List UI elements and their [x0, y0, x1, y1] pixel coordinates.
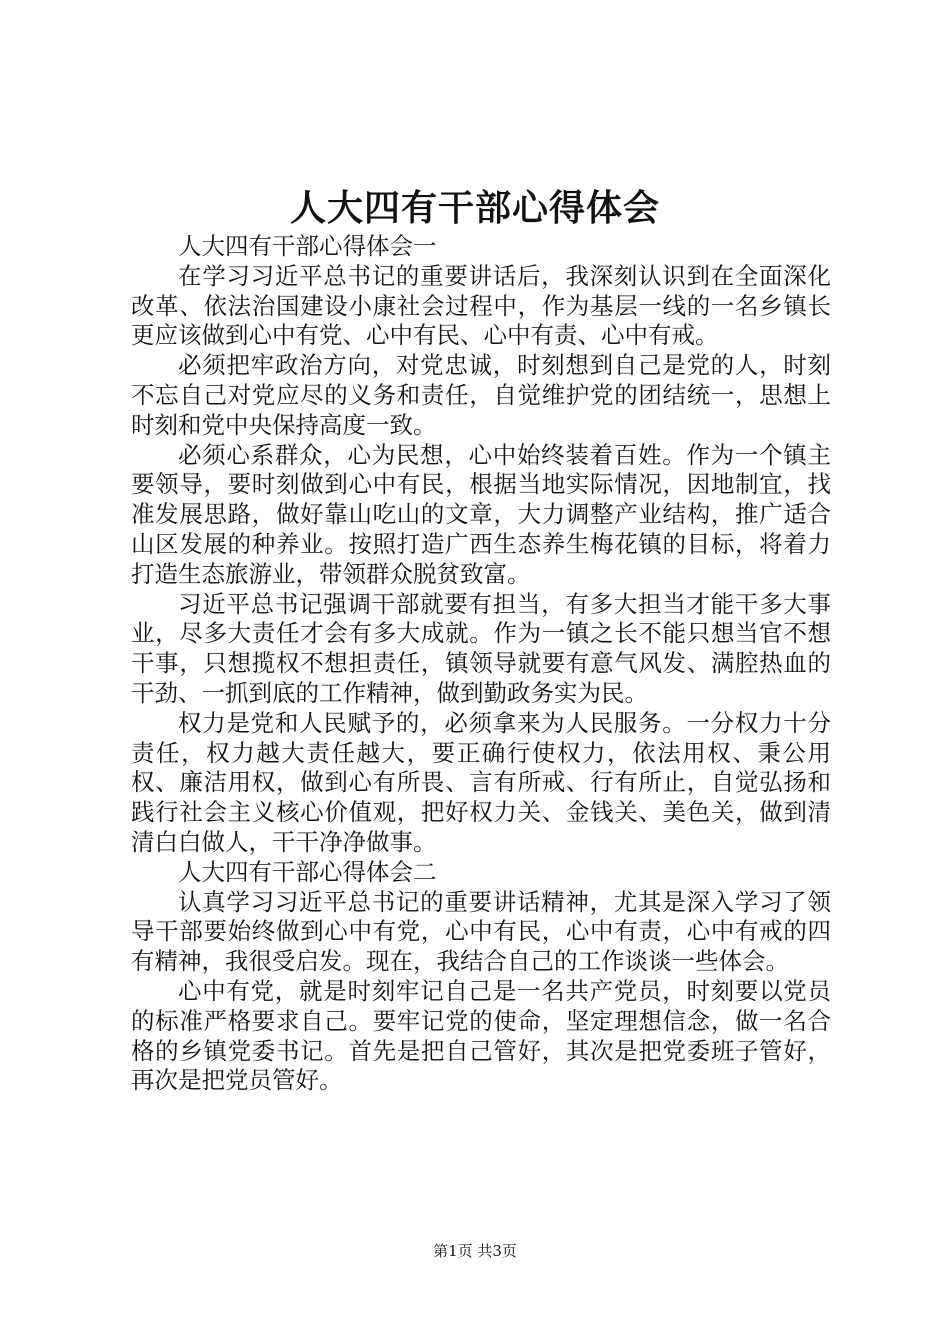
body-paragraph: 必须心系群众，心为民想，心中始终装着百姓。作为一个镇主要领导，要时刻做到心中有民，根据当地实际情况，因地制宜，找准发展思路，做好靠山吃山的文章，大力调整产业结构，推广适合山区发展的种养业。按照打造广西生态养生梅花镇的目标，将着力打造生态旅游业，带领群众脱贫致富。 — [131, 440, 831, 588]
body-paragraph: 习近平总书记强调干部就要有担当，有多大担当才能干多大事业，尽多大责任才会有多大成就。作为一镇之长不能只想当官不想干事，只想揽权不想担责任，镇领导就要有意气风发、满腔热血的干劲、一抓到底的工作精神，做到勤政务实为民。 — [131, 589, 831, 707]
body-paragraph: 权力是党和人民赋予的，必须拿来为人民服务。一分权力十分责任，权力越大责任越大，要正确行使权力，依法用权、秉公用权、廉洁用权，做到心有所畏、言有所戒、行有所止，自觉弘扬和践行社会主义核心价值观，把好权力关、金钱关、美色关，做到清清白白做人，干干净净做事。 — [131, 708, 831, 856]
body-paragraph: 必须把牢政治方向，对党忠诚，时刻想到自己是党的人，时刻不忘自己对党应尽的义务和责任，自觉维护党的团结统一，思想上时刻和党中央保持高度一致。 — [131, 351, 831, 439]
body-paragraph: 心中有党，就是时刻牢记自己是一名共产党员，时刻要以党员的标准严格要求自己。要牢记党的使命，坚定理想信念，做一名合格的乡镇党委书记。首先是把自己管好，其次是把党委班子管好，再次是把党员管好。 — [131, 976, 831, 1095]
section-heading: 人大四有干部心得体会二 — [178, 857, 437, 886]
body-paragraph: 在学习习近平总书记的重要讲话后，我深刻认识到在全面深化改革、依法治国建设小康社会过程中，作为基层一线的一名乡镇长更应该做到心中有党、心中有民、心中有责、心中有戒。 — [131, 261, 831, 350]
page-title: 人大四有干部心得体会 — [289, 187, 660, 229]
body-paragraph: 认真学习习近平总书记的重要讲话精神，尤其是深入学习了领导干部要始终做到心中有党，心中有民，心中有责，心中有戒的四有精神，我很受启发。现在，我结合自己的工作谈谈一些体会。 — [131, 887, 831, 976]
document-body — [131, 232, 831, 1096]
section-heading: 人大四有干部心得体会一 — [178, 232, 437, 260]
page-footer: 第1页 共3页 — [433, 1242, 517, 1260]
